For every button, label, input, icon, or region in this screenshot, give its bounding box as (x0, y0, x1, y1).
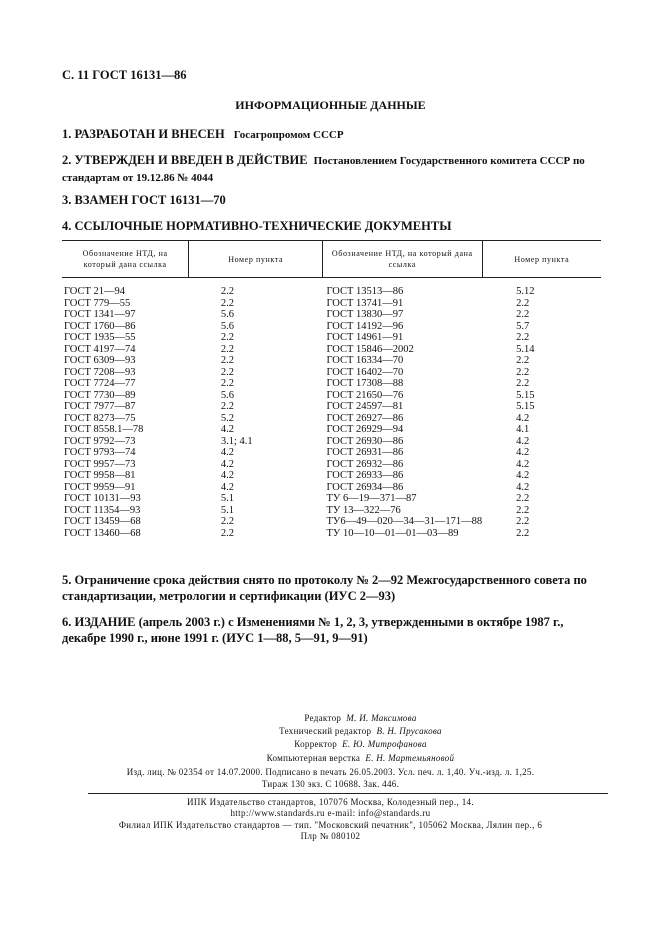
ntd-designation-cell: ГОСТ 9958—81 (64, 470, 136, 481)
ntd-designation-cell: ГОСТ 1935—55 (64, 332, 136, 343)
ntd-designation-cell: ГОСТ 7730—89 (64, 389, 136, 401)
ntd-designation-cell: ГОСТ 26934—86 (326, 481, 404, 493)
publisher-contacts: http://www.standards.ru e-mail: info@standards.ru (230, 808, 431, 819)
ntd-designation-cell: ГОСТ 1341—97 (64, 309, 136, 320)
imprint-line-1: Изд. лиц. № 02354 от 14.07.2000. Подписано в печать 26.05.2003. Усл. печ. л. 1,40. Уч.-изд. л. 1,25. (126, 767, 535, 777)
ntd-designation-cell: ГОСТ 8273—75 (64, 412, 136, 424)
reference-documents-table (62, 240, 601, 539)
ntd-designation-cell: ГОСТ 14192—96 (326, 320, 404, 332)
ntd-designation-cell: ГОСТ 15846—2002 (326, 343, 414, 355)
ntd-designation-cell: ГОСТ 7724—77 (64, 378, 136, 389)
ntd-designation-cell: ГОСТ 779—55 (64, 297, 131, 309)
section-3 (62, 192, 610, 208)
table-row (62, 505, 601, 517)
credit-editor: Редактор М. И. Максимова (304, 713, 417, 723)
ntd-designation-cell: ГОСТ 13459—68 (64, 516, 141, 527)
clause-number-cell: 5.14 (516, 343, 535, 355)
ntd-designation-cell: ГОСТ 9792—73 (64, 435, 136, 447)
ntd-designation-cell: ГОСТ 16402—70 (326, 366, 404, 378)
clause-number-cell: 4.2 (516, 481, 530, 493)
clause-number-cell: 4.2 (516, 470, 530, 481)
clause-number-cell: 2.2 (220, 527, 234, 539)
column-header-document: Обозначение НТД, на который дана ссылка (62, 241, 189, 278)
ntd-designation-cell: ГОСТ 13513—86 (326, 286, 404, 297)
clause-number-cell: 2.2 (516, 366, 530, 378)
imprint-line-2: Тираж 130 экз. С 10688. Зак. 446. (261, 779, 400, 789)
ntd-designation-cell: ГОСТ 9793—74 (64, 447, 136, 458)
clause-number-cell: 5.1 (220, 493, 234, 504)
clause-number-cell: 4.2 (516, 435, 530, 447)
table-header-row (62, 241, 601, 278)
clause-number-cell: 5.1 (220, 504, 234, 516)
ntd-designation-cell: ТУ 6—19—371—87 (326, 493, 417, 504)
clause-number-cell: 4.2 (220, 470, 234, 481)
clause-number-cell: 2.2 (220, 401, 234, 412)
ntd-designation-cell: ГОСТ 13830—97 (326, 309, 404, 320)
license-number: Плр № 080102 (300, 831, 361, 842)
table-row (62, 516, 601, 528)
ntd-designation-cell: ГОСТ 26933—86 (326, 470, 404, 481)
ntd-designation-cell: ГОСТ 21650—76 (326, 389, 404, 401)
credits-block (0, 712, 661, 765)
ntd-designation-cell: ТУ 10—10—01—01—03—89 (326, 527, 459, 539)
clause-number-cell: 2.2 (516, 355, 530, 366)
section-6 (62, 614, 610, 646)
section-2-lead: 2. УТВЕРЖДЕН И ВВЕДЕН В ДЕЙСТВИЕ (62, 153, 308, 167)
page-header: С. 11 ГОСТ 16131—86 (62, 68, 187, 82)
clause-number-cell: 4.2 (516, 458, 530, 470)
clause-number-cell: 4.2 (516, 412, 530, 424)
table-row (62, 482, 601, 494)
clause-number-cell: 3.1; 4.1 (220, 435, 253, 447)
ntd-designation-cell: ГОСТ 1760—86 (64, 320, 136, 332)
ntd-designation-cell: ГОСТ 16334—70 (326, 355, 404, 366)
table-row (62, 424, 601, 436)
section-3-lead: 3. ВЗАМЕН ГОСТ 16131—70 (62, 193, 226, 207)
clause-number-cell: 4.2 (220, 481, 234, 493)
table-body (62, 278, 601, 540)
table-row (62, 309, 601, 321)
ntd-designation-cell: ГОСТ 26929—94 (326, 424, 404, 435)
section-5 (62, 572, 610, 604)
table-row (62, 321, 601, 333)
clause-number-cell: 4.2 (220, 424, 234, 435)
ntd-designation-cell: ГОСТ 26931—86 (326, 447, 404, 458)
column-header-document: Обозначение НТД, на который дана ссылка (322, 241, 482, 278)
clause-number-cell: 5.7 (516, 320, 530, 332)
divider (88, 793, 608, 794)
clause-number-cell: 2.2 (220, 355, 234, 366)
ntd-designation-cell: ГОСТ 17308—88 (326, 378, 404, 389)
clause-number-cell: 2.2 (220, 343, 234, 355)
ntd-designation-cell: ТУ 13—322—76 (326, 504, 401, 516)
table-row (62, 459, 601, 471)
ntd-designation-cell: ГОСТ 26927—86 (326, 412, 404, 424)
clause-number-cell: 2.2 (516, 332, 530, 343)
ntd-designation-cell: ГОСТ 14961—91 (326, 332, 404, 343)
clause-number-cell: 2.2 (516, 297, 530, 309)
table-row (62, 528, 601, 540)
ntd-designation-cell: ГОСТ 9959—91 (64, 481, 136, 493)
printing-house: Филиал ИПК Издательство стандартов — тип. "Московский печатник", 105062 Москва, Лялин пер., 6 (118, 819, 543, 830)
ntd-designation-cell: ГОСТ 9957—73 (64, 458, 136, 470)
section-2-body: Постановлением Государственного комитета СССР по стандартам от 19.12.86 № 4044 (62, 155, 585, 184)
clause-number-cell: 2.2 (516, 527, 530, 539)
section-1-lead: 1. РАЗРАБОТАН И ВНЕСЕН (62, 127, 225, 141)
table-row (62, 493, 601, 505)
ntd-designation-cell: ГОСТ 13741—91 (326, 297, 404, 309)
ntd-designation-cell: ГОСТ 8558.1—78 (64, 424, 144, 435)
table-row (62, 344, 601, 356)
table-row (62, 401, 601, 413)
clause-number-cell: 2.2 (516, 493, 530, 504)
clause-number-cell: 2.2 (516, 378, 530, 389)
ntd-designation-cell: ГОСТ 6309—93 (64, 355, 136, 366)
table-row (62, 413, 601, 425)
ntd-designation-cell: ГОСТ 26932—86 (326, 458, 404, 470)
clause-number-cell: 2.2 (516, 516, 530, 527)
ntd-designation-cell: ТУ6—49—020—34—31—171—88 (326, 516, 483, 527)
table-row (62, 378, 601, 390)
ntd-designation-cell: ГОСТ 26930—86 (326, 435, 404, 447)
ntd-designation-cell: ГОСТ 11354—93 (64, 504, 141, 516)
credit-layout: Компьютерная верстка Е. Н. Мартемьяновой (266, 752, 455, 763)
clause-number-cell: 2.2 (220, 332, 234, 343)
publisher-address: ИПК Издательство стандартов, 107076 Москва, Колодезный пер., 14. (186, 797, 475, 807)
clause-number-cell: 4.2 (516, 447, 530, 458)
table-row (62, 470, 601, 482)
table-row (62, 355, 601, 367)
clause-number-cell: 4.2 (220, 458, 234, 470)
clause-number-cell: 5.6 (220, 389, 234, 401)
column-header-clause: Номер пункта (482, 241, 601, 278)
section-5-lead: 5. Ограничение срока действия снято по протоколу № 2—92 Межгосударственного совета по стандартизации, метрологии и сертификации (ИУС 2—93) (62, 573, 587, 603)
clause-number-cell: 2.2 (220, 516, 234, 527)
credit-tech-editor: Технический редактор В. Н. Прусакова (279, 726, 442, 737)
clause-number-cell: 5.6 (220, 320, 234, 332)
clause-number-cell: 5.15 (516, 401, 535, 412)
table-row (62, 298, 601, 310)
clause-number-cell: 5.12 (516, 286, 535, 297)
clause-number-cell: 2.2 (220, 286, 234, 297)
ntd-designation-cell: ГОСТ 7977—87 (64, 401, 136, 412)
clause-number-cell: 2.2 (220, 297, 234, 309)
ntd-designation-cell: ГОСТ 10131—93 (64, 493, 141, 504)
table-row (62, 390, 601, 402)
section-6-lead: 6. ИЗДАНИЕ (апрель 2003 г.) с Изменениями № 1, 2, 3, утвержденными в октябре 1987 г., декабре 1990 г., июне 1991 г. (ИУС 1—88, 5—91, 9—91) (62, 615, 564, 645)
ntd-designation-cell: ГОСТ 24597—81 (326, 401, 404, 412)
clause-number-cell: 4.1 (516, 424, 530, 435)
clause-number-cell: 5.2 (220, 412, 234, 424)
publisher-block (0, 797, 661, 843)
table-row (62, 286, 601, 298)
table-row (62, 367, 601, 379)
clause-number-cell: 2.2 (516, 309, 530, 320)
ntd-designation-cell: ГОСТ 13460—68 (64, 527, 141, 539)
section-4-lead: 4. ССЫЛОЧНЫЕ НОРМАТИВНО-ТЕХНИЧЕСКИЕ ДОКУМЕНТЫ (62, 219, 452, 233)
section-2 (62, 152, 610, 186)
table-row (62, 447, 601, 459)
clause-number-cell: 4.2 (220, 447, 234, 458)
clause-number-cell: 2.2 (220, 366, 234, 378)
ntd-designation-cell: ГОСТ 7208—93 (64, 366, 136, 378)
ntd-designation-cell: ГОСТ 21—94 (64, 286, 126, 297)
column-header-clause: Номер пункта (189, 241, 323, 278)
clause-number-cell: 5.15 (516, 389, 535, 401)
credit-proofreader: Корректор Е. Ю. Митрофанова (294, 739, 427, 750)
table-row (62, 436, 601, 448)
section-4 (62, 218, 610, 234)
document-title: ИНФОРМАЦИОННЫЕ ДАННЫЕ (235, 98, 426, 112)
section-1-body: Госагропромом СССР (233, 129, 344, 141)
table-row (62, 332, 601, 344)
clause-number-cell: 2.2 (220, 378, 234, 389)
ntd-designation-cell: ГОСТ 4197—74 (64, 343, 136, 355)
section-1 (62, 126, 610, 143)
clause-number-cell: 5.6 (220, 309, 234, 320)
clause-number-cell: 2.2 (516, 504, 530, 516)
